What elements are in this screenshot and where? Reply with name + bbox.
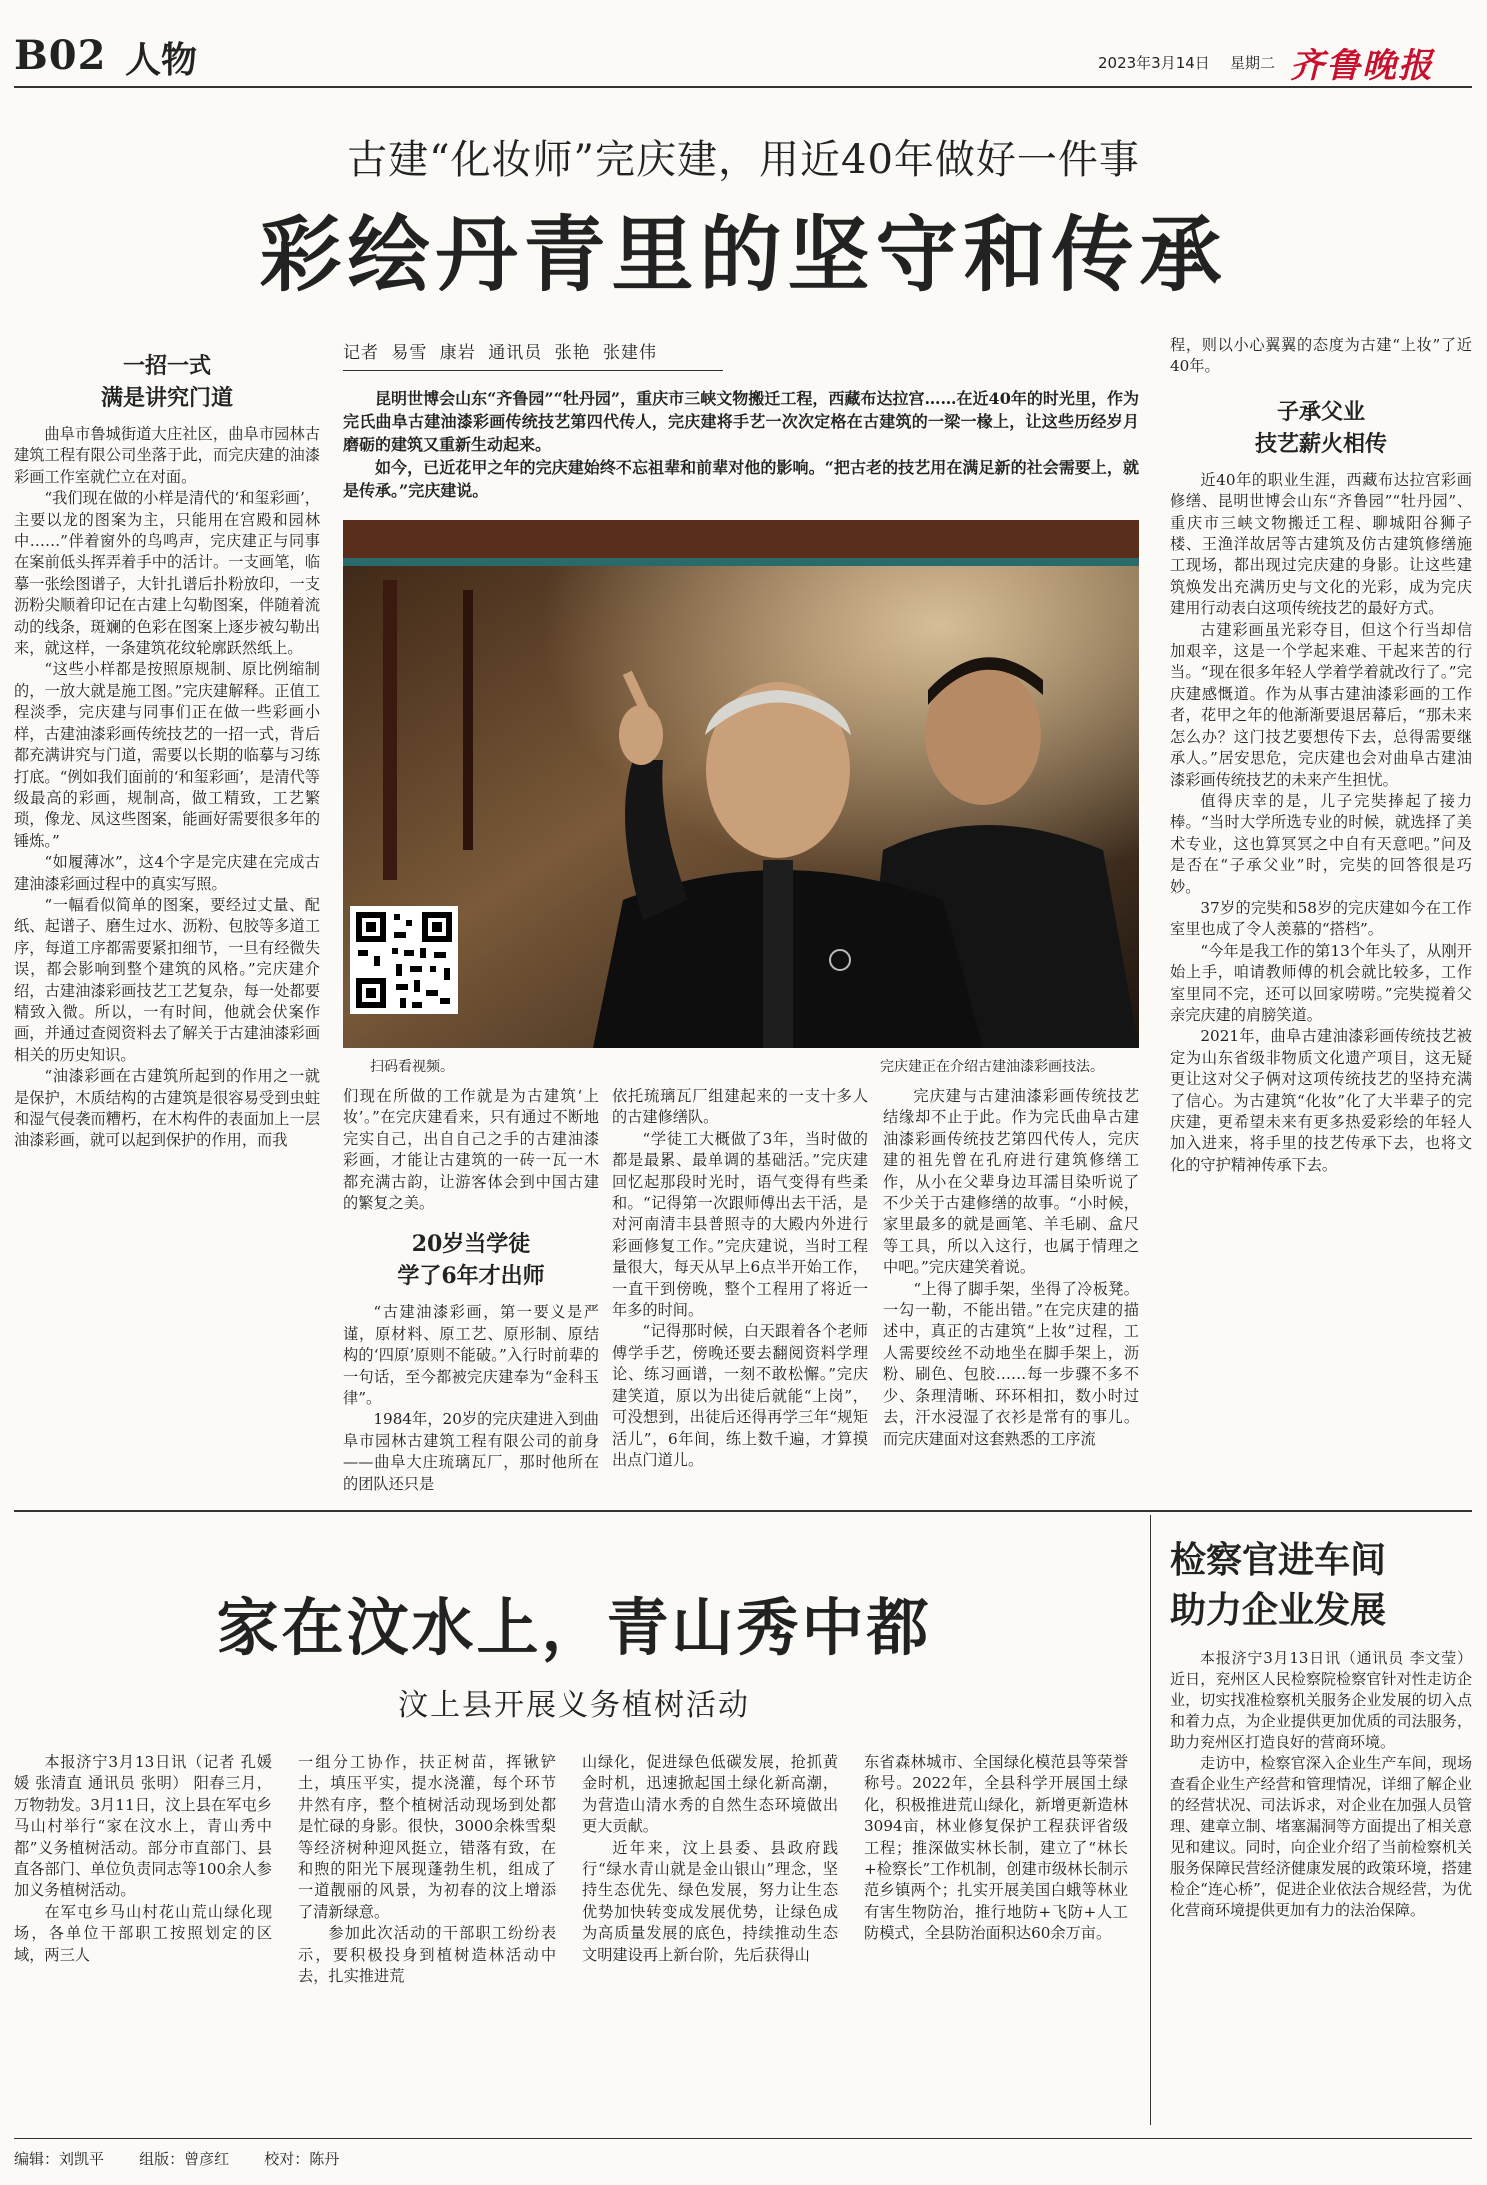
body-paragraph: “古建油漆彩画，第一要义是严谨，原材料、原工艺、原形制、原结构的‘四原’原则不能破。”入行时前辈的一句话，至今都被完庆建奉为“金科玉律”。 bbox=[343, 1303, 599, 1408]
body-paragraph: 们现在所做的工作就是为古建筑‘上妆’。”在完庆建看来，只有通过不断地完实自己，出自自己之手的古建油漆彩画，才能让古建筑的一砖一瓦一木都充满古韵，让游客体会到中国古建的繁复之美。 bbox=[343, 1087, 599, 1213]
body-paragraph: 古建彩画虽光彩夺目，但这个行当却信加艰辛，这是一个学起来难、干起来苦的行当。“现在很多年轻人学着学着就改行了。”完庆建感慨道。作为从事古建油漆彩画的工作者，花甲之年的他渐渐要退居幕后，“那未来怎么办？这门技艺要想传下去，总得需要继承人。”居安思危，完庆建也会对曲阜古建油漆彩画传统技艺的未来产生担忧。 bbox=[1170, 620, 1472, 789]
headline: 彩绘丹青里的坚守和传承 bbox=[259, 207, 1228, 303]
headline-line: 助力企业发展 bbox=[1170, 1589, 1387, 1631]
body-paragraph: 本报济宁3月13日讯（记者 孔媛媛 张清直 通讯员 张明） 阳春三月，万物勃发。3月11日，汶上县在军屯乡马山村举行“家在汶水上，青山秀中都”义务植树活动。部分市直部门、县直各部门、单位负责同志等100余人参加义务植树活动。 bbox=[14, 1753, 272, 1900]
lead-col-3 bbox=[612, 1086, 868, 1498]
body-paragraph: 在军屯乡马山村花山荒山绿化现场，各单位干部职工按照划定的区域，两三人 bbox=[14, 1902, 272, 1964]
photo-caption: 完庆建正在介绍古建油漆彩画技法。 bbox=[880, 1059, 1104, 1075]
story2-col-1 bbox=[14, 1752, 272, 2104]
subhead-line: 技艺薪火相传 bbox=[1254, 430, 1387, 457]
footer-credits bbox=[14, 2148, 339, 2169]
qr-caption: 扫码看视频。 bbox=[370, 1059, 454, 1075]
body-paragraph: “我们现在做的小样是清代的‘和玺彩画’，主要以龙的图案为主，只能用在宫殿和园林中……”伴着窗外的鸟鸣声，完庆建正与同事在案前低头挥弄着手中的活计。一支画笔，临摹一张绘图谱子，大针扎谱后扑粉放印，一支沥粉尖顺着印记在古建上勾勒图案，伴随着流动的线条，斑斓的色彩在图案上逐步被勾勒出来，就这样，一条建筑花纹轮廓跃然纸上。 bbox=[14, 489, 320, 658]
body-paragraph: 依托琉璃瓦厂组建起来的一支十多人的古建修缮队。 bbox=[612, 1087, 868, 1127]
body-paragraph: 完庆建与古建油漆彩画传统技艺结缘却不止于此。作为完氏曲阜古建油漆彩画传统技艺第四代传人，完庆建的祖先曾在孔府进行建筑修缮工作，从小在父辈身边耳濡目染听说了不少关于古建修缮的故事。“小时候，家里最多的就是画笔、羊毛刷、盒尺等工具，所以入这行，也属于情理之中吧。”完庆建笑着说。 bbox=[883, 1087, 1139, 1277]
body-paragraph: 东省森林城市、全国绿化模范县等荣誉称号。2022年，全县科学开展国土绿化，积极推进荒山绿化，新增更新造林3094亩，林业修复保护工程获评省级工程；推深做实林长制，建立了“林长+检察长”工作机制，创建市级林长制示范乡镇两个；扎实开展美国白蛾等林业有害生物防治，推行地防+飞防+人工防模式，全县防治面积达60余万亩。 bbox=[864, 1753, 1128, 1943]
lead-col-5 bbox=[1170, 335, 1472, 1495]
body-paragraph: 参加此次活动的干部职工纷纷表示，要积极投身到植树造林活动中去，扎实推进荒 bbox=[298, 1924, 556, 1986]
body-paragraph: 走访中，检察官深入企业生产车间，现场查看企业生产经营和管理情况，详细了解企业的经营状况、司法诉求，对企业在加强人员管理、建章立制、堵塞漏洞等方面提出了相关意见和建议。同时，向企业介绍了当前检察机关服务保障民营经济健康发展的政策环境，搭建检企“连心桥”，促进企业依法合规经营，为优化营商环境提供更加有力的法治保障。 bbox=[1170, 1754, 1472, 1919]
body-paragraph: 一组分工协作，扶正树苗，挥锹铲土，填压平实，提水浇灌，每个环节井然有序，整个植树活动现场到处都是忙碌的身影。很快，3000余株雪梨等经济树种迎风挺立，错落有致，在和煦的阳光下展现蓬勃生机，组成了一道靓丽的风景，为初春的汶上增添了清新绿意。 bbox=[298, 1753, 556, 1921]
feature-photo bbox=[343, 520, 1139, 1048]
page-code: B02 bbox=[14, 32, 107, 79]
byline-rule bbox=[343, 370, 723, 371]
intro bbox=[343, 387, 1139, 502]
body-paragraph: “油漆彩画在古建筑所起到的作用之一就是保护，木质结构的古建筑是很容易受到虫蛀和湿气侵袭而糟朽，在木构件的表面加上一层油漆彩画，就可以起到保护的作用，而我 bbox=[14, 1067, 320, 1150]
subhead-line: 学了6年才出师 bbox=[397, 1263, 545, 1290]
body-paragraph: “一幅看似简单的图案，要经过丈量、配纸、起谱子、磨生过水、沥粉、包胶等多道工序，每道工序都需要紧扣细节，一旦有经微失误，都会影响到整个建筑的风格。”完庆建介绍，古建油漆彩画技艺工艺复杂，每一处都要精致入微。所以，一有时间，他就会伏案作画，并通过查阅资料去了解关于古建油漆彩画相关的历史知识。 bbox=[14, 895, 320, 1064]
story3-body bbox=[1170, 1648, 1472, 2110]
issue-weekday: 星期二 bbox=[1230, 54, 1276, 72]
body-paragraph: “今年是我工作的第13个年头了，从刚开始上手，咱请教师傅的机会就比较多，工作室里同不完，还可以回家唠唠。”完奘搅着父亲完庆建的肩膀笑道。 bbox=[1170, 941, 1472, 1024]
body-paragraph: 程，则以小心翼翼的态度为古建“上妆”了近40年。 bbox=[1170, 336, 1472, 376]
body-paragraph: “这些小样都是按照原规制、原比例缩制的，一放大就是施工图。”完庆建解释。正值工程淡季，完庆建与同事们正在做一些彩画小样，古建油漆彩画传统技艺的一招一式，背后都充满讲究与门道，需要以长期的临摹与习练打底。“例如我们面前的‘和玺彩画’，是清代等级最高的彩画，规制高，做工精致，工艺繁琐，像龙、凤这些图案，能画好需要很多年的锤炼。” bbox=[14, 660, 320, 850]
story2-col-4 bbox=[864, 1752, 1128, 2104]
body-paragraph: 1984年，20岁的完庆建进入到曲阜市园林古建筑工程有限公司的前身——曲阜大庄琉璃瓦厂，那时他所在的团队还只是 bbox=[343, 1410, 599, 1493]
story3-headline bbox=[1170, 1535, 1472, 1635]
designer-credit: 组版：曾彦红 bbox=[139, 2150, 230, 2168]
body-paragraph: “如履薄冰”，这4个字是完庆建在完成古建油漆彩画过程中的真实写照。 bbox=[14, 853, 320, 893]
body-paragraph: 37岁的完奘和58岁的完庆建如今在工作室里也成了令人羡慕的“搭档”。 bbox=[1170, 898, 1472, 939]
body-paragraph: 本报济宁3月13日讯（通讯员 李文莹） 近日，兖州区人民检察院检察官针对性走访企业，切实找准检察机关服务企业发展的切入点和着力点，为企业提供更加优质的司法服务，助力兖州区打造良好的营商环境。 bbox=[1170, 1649, 1472, 1751]
issue-date: 2023年3月14日 bbox=[1098, 54, 1210, 72]
lead-col-1 bbox=[14, 350, 320, 1498]
body-paragraph: 2021年，曲阜古建油漆彩画传统技艺被定为山东省级非物质文化遗产项目，这无疑更让这对父子俩对这项传统技艺的坚持充满了信心。为古建筑“化妆”化了大半辈子的完庆建，更希望未来有更多热爱彩绘的年轻人加入进来，将手里的技艺传承下去，也将文化的守护精神传承下去。 bbox=[1170, 1027, 1472, 1174]
body-paragraph: 山绿化，促进绿色低碳发展，抢抓黄金时机，迅速掀起国土绿化新高潮，为营造山清水秀的自然生态环境做出更大贡献。 bbox=[582, 1753, 838, 1836]
body-paragraph: 值得庆幸的是，儿子完奘捧起了接力棒。“当时大学所选专业的时候，就选择了美术专业，这也算冥冥之中自有天意吧。”问及是否在“子承父业”时，完奘的回答很是巧妙。 bbox=[1170, 791, 1472, 896]
subhead-line: 满是讲究门道 bbox=[100, 385, 233, 411]
subhead-line: 一招一式 bbox=[122, 353, 211, 379]
qr-code[interactable] bbox=[350, 906, 458, 1014]
lead-col-4 bbox=[883, 1086, 1139, 1498]
proof-credit: 校对：陈丹 bbox=[264, 2150, 340, 2168]
body-paragraph: “上得了脚手架，坐得了冷板凳。一勾一勒，不能出错。”在完庆建的描述中，真正的古建筑“上妆”过程，工人需要绞丝不动地坐在脚手架上，沥粉、刷色、包胶……每一步骤不多不少、条理清晰、环环相扣，数小时过去，汗水浸湿了衣衫是常有的事儿。而完庆建面对这套熟悉的工序流 bbox=[883, 1279, 1139, 1448]
body-paragraph: 近年来，汶上县委、县政府践行“绿水青山就是金山银山”理念，坚持生态优先、绿色发展，努力让生态优势加快转变成发展优势，让绿色成为高质量发展的底色，持续推动生态文明建设再上新台阶，先后获得山 bbox=[582, 1838, 838, 1964]
story2-col-2 bbox=[298, 1752, 556, 2104]
kicker: 古建“化妆师”完庆建，用近40年做好一件事 bbox=[347, 137, 1140, 183]
section-name: 人物 bbox=[125, 39, 198, 81]
paper-logo: 齐鲁晚报 bbox=[1290, 46, 1434, 86]
subhead-line: 20岁当学徒 bbox=[411, 1231, 531, 1258]
lead-col-2 bbox=[343, 1086, 599, 1498]
body-paragraph: 近40年的职业生涯，西藏布达拉宫彩画修缮、昆明世博会山东“齐鲁园”“牡丹园”、重庆市三峡文物搬迁工程、聊城阳谷狮子楼、王渔洋故居等古建筑及仿古建筑修缮施工现场，都出现过完庆建的身影。让这些建筑焕发出充满历史与文化的光彩，成为完庆建用行动表白这项传统技艺的最好方式。 bbox=[1170, 470, 1472, 618]
footer-rule bbox=[14, 2138, 1472, 2139]
story2-subhead: 汶上县开展义务植树活动 bbox=[398, 1688, 750, 1723]
header-rule bbox=[14, 86, 1472, 88]
subhead-line: 子承父业 bbox=[1276, 398, 1365, 425]
story-divider bbox=[14, 1510, 1472, 1512]
story2-col-3 bbox=[582, 1752, 838, 2104]
body-paragraph: 曲阜市鲁城街道大庄社区，曲阜市园林古建筑工程有限公司坐落于此，而完庆建的油漆彩画工作室就伫立在对面。 bbox=[14, 425, 320, 486]
story2-headline: 家在汶水上，青山秀中都 bbox=[216, 1591, 932, 1664]
body-paragraph: “学徒工大概做了3年，当时做的都是最累、最单调的基础活。”完庆建回忆起那段时光时，语气变得有些柔和。“记得第一次跟师傅出去干活，是对河南清丰县普照寺的大殿内外进行彩画修复工作。”完庆建说，当时工程量很大，每天从早上6点半开始工作，一直干到傍晚，整个工程用了将近一年多的时间。 bbox=[612, 1129, 868, 1320]
headline-line: 检察官进车间 bbox=[1170, 1539, 1387, 1581]
intro-paragraph: 如今，已近花甲之年的完庆建始终不忘祖辈和前辈对他的影响。“把古老的技艺用在满足新的社会需要上，就是传承。”完庆建说。 bbox=[343, 458, 1139, 500]
column-divider bbox=[1150, 1515, 1151, 2125]
byline: 记者 易雪 康岩 通讯员 张艳 张建伟 bbox=[343, 343, 658, 363]
editor-credit: 编辑：刘凯平 bbox=[14, 2150, 105, 2168]
intro-paragraph: 昆明世博会山东“齐鲁园”“牡丹园”，重庆市三峡文物搬迁工程，西藏布达拉宫……在近40年的时光里，作为完氏曲阜古建油漆彩画传统技艺第四代传人，完庆建将手艺一次次定格在古建筑的一梁一椽上，让这些历经岁月磨砺的建筑又重新生动起来。 bbox=[343, 389, 1139, 454]
body-paragraph: “记得那时候，白天跟着各个老师傅学手艺，傍晚还要去翻阅资料学理论、练习画谱，一刻不敢松懈。”完庆建笑道，原以为出徒后就能“上岗”，可没想到，出徒后还得再学三年“规矩活儿”，6年间，练上数千遍，才算摸出点门道儿。 bbox=[612, 1322, 868, 1469]
